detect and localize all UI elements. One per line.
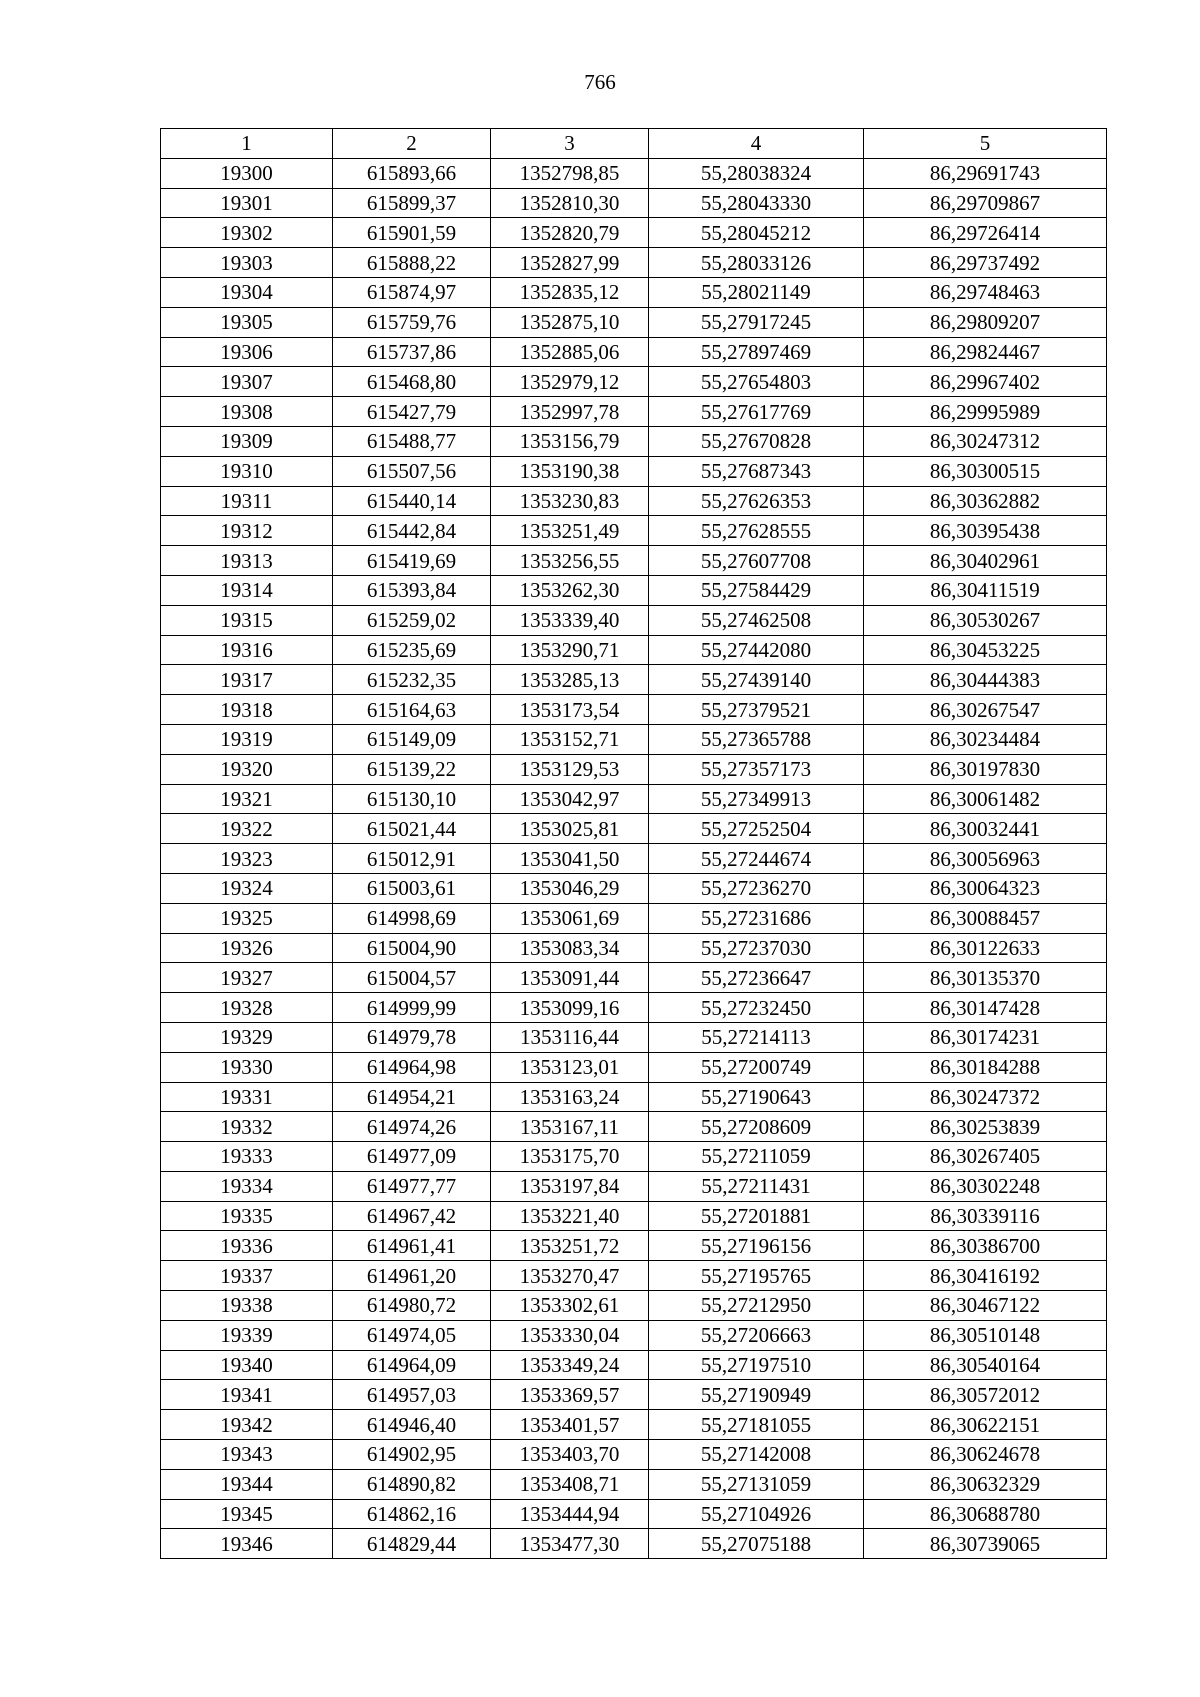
table-cell: 1353046,29 <box>491 873 649 903</box>
table-cell: 614980,72 <box>333 1291 491 1321</box>
table-cell: 86,30411519 <box>864 575 1107 605</box>
table-row <box>161 248 1107 278</box>
table-cell: 86,29809207 <box>864 307 1107 337</box>
table-row <box>161 367 1107 397</box>
table-cell: 86,30444383 <box>864 665 1107 695</box>
table-cell: 1353083,34 <box>491 933 649 963</box>
table-cell: 86,30386700 <box>864 1231 1107 1261</box>
table-cell: 615899,37 <box>333 188 491 218</box>
table-cell: 1353302,61 <box>491 1291 649 1321</box>
table-cell: 615901,59 <box>333 218 491 248</box>
table-cell: 55,27196156 <box>649 1231 864 1261</box>
table-row <box>161 1142 1107 1172</box>
table-cell: 614902,95 <box>333 1440 491 1470</box>
table-cell: 86,30402961 <box>864 546 1107 576</box>
table-cell: 86,29995989 <box>864 397 1107 427</box>
table-cell: 1353339,40 <box>491 605 649 635</box>
table-cell: 614979,78 <box>333 1022 491 1052</box>
table-cell: 19326 <box>161 933 333 963</box>
table-cell: 19303 <box>161 248 333 278</box>
table-cell: 1353251,49 <box>491 516 649 546</box>
table-cell: 55,27607708 <box>649 546 864 576</box>
table-cell: 1353230,83 <box>491 486 649 516</box>
table-cell: 19304 <box>161 277 333 307</box>
table-cell: 19317 <box>161 665 333 695</box>
table-cell: 1353123,01 <box>491 1052 649 1082</box>
table-cell: 1353091,44 <box>491 963 649 993</box>
table-cell: 55,27201881 <box>649 1201 864 1231</box>
table-row <box>161 993 1107 1023</box>
table-cell: 86,30395438 <box>864 516 1107 546</box>
table-cell: 55,27232450 <box>649 993 864 1023</box>
table-cell: 55,27236270 <box>649 873 864 903</box>
table-cell: 1353163,24 <box>491 1082 649 1112</box>
table-cell: 1352798,85 <box>491 158 649 188</box>
table-cell: 615004,90 <box>333 933 491 963</box>
table-row <box>161 635 1107 665</box>
table-row <box>161 158 1107 188</box>
table-row <box>161 1529 1107 1559</box>
table-cell: 19335 <box>161 1201 333 1231</box>
table-cell: 86,30122633 <box>864 933 1107 963</box>
table-cell: 19336 <box>161 1231 333 1261</box>
table-cell: 19322 <box>161 814 333 844</box>
table-cell: 86,29824467 <box>864 337 1107 367</box>
table-cell: 19342 <box>161 1410 333 1440</box>
table-cell: 55,27237030 <box>649 933 864 963</box>
table-cell: 1353099,16 <box>491 993 649 1023</box>
table-cell: 86,30135370 <box>864 963 1107 993</box>
table-cell: 615393,84 <box>333 575 491 605</box>
table-cell: 55,27131059 <box>649 1469 864 1499</box>
table-cell: 615235,69 <box>333 635 491 665</box>
table-row <box>161 933 1107 963</box>
table-cell: 1353349,24 <box>491 1350 649 1380</box>
table-cell: 19300 <box>161 158 333 188</box>
table-cell: 1353262,30 <box>491 575 649 605</box>
table-row <box>161 1022 1107 1052</box>
table-cell: 615259,02 <box>333 605 491 635</box>
table-cell: 86,30467122 <box>864 1291 1107 1321</box>
table-cell: 615003,61 <box>333 873 491 903</box>
table-cell: 55,27357173 <box>649 754 864 784</box>
table-cell: 19331 <box>161 1082 333 1112</box>
table-cell: 615419,69 <box>333 546 491 576</box>
table-cell: 19345 <box>161 1499 333 1529</box>
table-row <box>161 1469 1107 1499</box>
table-cell: 86,30339116 <box>864 1201 1107 1231</box>
table-row <box>161 218 1107 248</box>
table-cell: 614974,05 <box>333 1320 491 1350</box>
table-cell: 86,30088457 <box>864 903 1107 933</box>
table-cell: 615507,56 <box>333 456 491 486</box>
table-cell: 86,30510148 <box>864 1320 1107 1350</box>
table-cell: 86,30267547 <box>864 695 1107 725</box>
table-row <box>161 1261 1107 1291</box>
table-cell: 615149,09 <box>333 724 491 754</box>
table-cell: 55,28043330 <box>649 188 864 218</box>
table-cell: 19316 <box>161 635 333 665</box>
table-cell: 86,30253839 <box>864 1112 1107 1142</box>
table-cell: 615139,22 <box>333 754 491 784</box>
column-header: 4 <box>649 129 864 159</box>
table-cell: 55,27142008 <box>649 1440 864 1470</box>
table-cell: 614961,41 <box>333 1231 491 1261</box>
table-cell: 55,27195765 <box>649 1261 864 1291</box>
table-cell: 615004,57 <box>333 963 491 993</box>
table-cell: 615468,80 <box>333 367 491 397</box>
table-row <box>161 1380 1107 1410</box>
table-cell: 19339 <box>161 1320 333 1350</box>
table-cell: 1352997,78 <box>491 397 649 427</box>
table-row <box>161 426 1107 456</box>
table-cell: 1352820,79 <box>491 218 649 248</box>
table-cell: 1353116,44 <box>491 1022 649 1052</box>
table-cell: 615130,10 <box>333 784 491 814</box>
table-cell: 1353129,53 <box>491 754 649 784</box>
table-cell: 19302 <box>161 218 333 248</box>
table-cell: 19323 <box>161 844 333 874</box>
table-header-row <box>161 129 1107 159</box>
table-cell: 615759,76 <box>333 307 491 337</box>
table-cell: 1353285,13 <box>491 665 649 695</box>
table-row <box>161 695 1107 725</box>
table-cell: 19311 <box>161 486 333 516</box>
table-cell: 86,29691743 <box>864 158 1107 188</box>
table-row <box>161 486 1107 516</box>
table-cell: 86,30572012 <box>864 1380 1107 1410</box>
table-cell: 55,27654803 <box>649 367 864 397</box>
table-row <box>161 1201 1107 1231</box>
table-cell: 86,30247372 <box>864 1082 1107 1112</box>
table-cell: 1353061,69 <box>491 903 649 933</box>
table-cell: 614964,09 <box>333 1350 491 1380</box>
table-cell: 615874,97 <box>333 277 491 307</box>
table-cell: 1353256,55 <box>491 546 649 576</box>
table-cell: 19315 <box>161 605 333 635</box>
table-cell: 55,27442080 <box>649 635 864 665</box>
table-cell: 615427,79 <box>333 397 491 427</box>
table-cell: 19324 <box>161 873 333 903</box>
table-cell: 1352979,12 <box>491 367 649 397</box>
table-cell: 86,30453225 <box>864 635 1107 665</box>
table-cell: 86,29967402 <box>864 367 1107 397</box>
column-header: 2 <box>333 129 491 159</box>
coordinates-table <box>160 128 1107 1559</box>
table-row <box>161 844 1107 874</box>
table-cell: 55,27211431 <box>649 1171 864 1201</box>
table-row <box>161 516 1107 546</box>
table-cell: 615737,86 <box>333 337 491 367</box>
table-cell: 1353270,47 <box>491 1261 649 1291</box>
table-cell: 615164,63 <box>333 695 491 725</box>
table-cell: 19340 <box>161 1350 333 1380</box>
table-row <box>161 1112 1107 1142</box>
table-cell: 614998,69 <box>333 903 491 933</box>
table-cell: 19327 <box>161 963 333 993</box>
table-cell: 55,27190643 <box>649 1082 864 1112</box>
table-cell: 86,29726414 <box>864 218 1107 248</box>
table-cell: 86,30064323 <box>864 873 1107 903</box>
table-cell: 55,27349913 <box>649 784 864 814</box>
table-row <box>161 754 1107 784</box>
table-cell: 19338 <box>161 1291 333 1321</box>
table-cell: 1353152,71 <box>491 724 649 754</box>
table-cell: 55,27252504 <box>649 814 864 844</box>
table-cell: 55,27206663 <box>649 1320 864 1350</box>
table-cell: 19321 <box>161 784 333 814</box>
table-row <box>161 1171 1107 1201</box>
table-cell: 1352875,10 <box>491 307 649 337</box>
table-cell: 19333 <box>161 1142 333 1172</box>
table-cell: 55,27628555 <box>649 516 864 546</box>
table-cell: 55,27617769 <box>649 397 864 427</box>
table-cell: 19309 <box>161 426 333 456</box>
table-cell: 19312 <box>161 516 333 546</box>
table-cell: 1352810,30 <box>491 188 649 218</box>
table-cell: 55,27626353 <box>649 486 864 516</box>
table-cell: 19301 <box>161 188 333 218</box>
table-cell: 86,30267405 <box>864 1142 1107 1172</box>
table-cell: 1352835,12 <box>491 277 649 307</box>
table-cell: 86,30416192 <box>864 1261 1107 1291</box>
table-cell: 86,30247312 <box>864 426 1107 456</box>
table-cell: 1353369,57 <box>491 1380 649 1410</box>
table-cell: 86,29709867 <box>864 188 1107 218</box>
table-cell: 614954,21 <box>333 1082 491 1112</box>
table-row <box>161 188 1107 218</box>
table-cell: 55,27075188 <box>649 1529 864 1559</box>
table-cell: 1353403,70 <box>491 1440 649 1470</box>
table-row <box>161 1052 1107 1082</box>
page-number: 766 <box>584 70 616 94</box>
column-header: 1 <box>161 129 333 159</box>
table-cell: 1353173,54 <box>491 695 649 725</box>
table-cell: 614946,40 <box>333 1410 491 1440</box>
table-cell: 615021,44 <box>333 814 491 844</box>
table-cell: 614967,42 <box>333 1201 491 1231</box>
table-row <box>161 814 1107 844</box>
table-row <box>161 665 1107 695</box>
table-cell: 1353330,04 <box>491 1320 649 1350</box>
table-cell: 19325 <box>161 903 333 933</box>
table-cell: 86,30032441 <box>864 814 1107 844</box>
table-cell: 1353175,70 <box>491 1142 649 1172</box>
table-row <box>161 575 1107 605</box>
table-cell: 86,30540164 <box>864 1350 1107 1380</box>
table-cell: 55,27181055 <box>649 1410 864 1440</box>
table-cell: 1353156,79 <box>491 426 649 456</box>
table-cell: 55,27365788 <box>649 724 864 754</box>
table-cell: 614977,09 <box>333 1142 491 1172</box>
table-cell: 614964,98 <box>333 1052 491 1082</box>
table-cell: 19310 <box>161 456 333 486</box>
table-cell: 55,27584429 <box>649 575 864 605</box>
column-header: 5 <box>864 129 1107 159</box>
table-row <box>161 784 1107 814</box>
table-row <box>161 1291 1107 1321</box>
table-cell: 55,27214113 <box>649 1022 864 1052</box>
table-cell: 86,30739065 <box>864 1529 1107 1559</box>
table-cell: 86,30184288 <box>864 1052 1107 1082</box>
table-cell: 615888,22 <box>333 248 491 278</box>
table-row <box>161 873 1107 903</box>
table-cell: 19328 <box>161 993 333 1023</box>
table-cell: 19313 <box>161 546 333 576</box>
table-row <box>161 1410 1107 1440</box>
table-cell: 55,27212950 <box>649 1291 864 1321</box>
table-cell: 1353025,81 <box>491 814 649 844</box>
table-row <box>161 1440 1107 1470</box>
table-cell: 614974,26 <box>333 1112 491 1142</box>
table-cell: 86,30688780 <box>864 1499 1107 1529</box>
table-cell: 615442,84 <box>333 516 491 546</box>
table-cell: 1353251,72 <box>491 1231 649 1261</box>
table-cell: 614961,20 <box>333 1261 491 1291</box>
table-cell: 1352827,99 <box>491 248 649 278</box>
table-cell: 1353190,38 <box>491 456 649 486</box>
table-row <box>161 456 1107 486</box>
table-cell: 55,27897469 <box>649 337 864 367</box>
table-cell: 55,27462508 <box>649 605 864 635</box>
table-cell: 1353197,84 <box>491 1171 649 1201</box>
table-cell: 55,27670828 <box>649 426 864 456</box>
table-cell: 1353221,40 <box>491 1201 649 1231</box>
table-cell: 19319 <box>161 724 333 754</box>
table-cell: 1353401,57 <box>491 1410 649 1440</box>
table-cell: 55,27211059 <box>649 1142 864 1172</box>
table-row <box>161 307 1107 337</box>
table-cell: 55,27244674 <box>649 844 864 874</box>
table-cell: 1353408,71 <box>491 1469 649 1499</box>
table-cell: 86,30632329 <box>864 1469 1107 1499</box>
table-cell: 614977,77 <box>333 1171 491 1201</box>
table-cell: 55,27231686 <box>649 903 864 933</box>
table-cell: 86,30362882 <box>864 486 1107 516</box>
table-cell: 55,28038324 <box>649 158 864 188</box>
table-cell: 1353042,97 <box>491 784 649 814</box>
table-cell: 614999,99 <box>333 993 491 1023</box>
table-cell: 19305 <box>161 307 333 337</box>
table-cell: 19337 <box>161 1261 333 1291</box>
table-row <box>161 963 1107 993</box>
table-cell: 1353041,50 <box>491 844 649 874</box>
table-cell: 86,30056963 <box>864 844 1107 874</box>
table-cell: 19314 <box>161 575 333 605</box>
table-cell: 19318 <box>161 695 333 725</box>
table-cell: 55,27439140 <box>649 665 864 695</box>
table-cell: 86,29748463 <box>864 277 1107 307</box>
table-cell: 19332 <box>161 1112 333 1142</box>
table-cell: 1353444,94 <box>491 1499 649 1529</box>
table-cell: 614862,16 <box>333 1499 491 1529</box>
table-cell: 55,27208609 <box>649 1112 864 1142</box>
table-cell: 86,30624678 <box>864 1440 1107 1470</box>
table-cell: 19334 <box>161 1171 333 1201</box>
table-cell: 615488,77 <box>333 426 491 456</box>
table-cell: 1353477,30 <box>491 1529 649 1559</box>
table-cell: 86,30300515 <box>864 456 1107 486</box>
table-row <box>161 1499 1107 1529</box>
table-cell: 19330 <box>161 1052 333 1082</box>
table-cell: 1353290,71 <box>491 635 649 665</box>
table-cell: 19320 <box>161 754 333 784</box>
table-row <box>161 337 1107 367</box>
table-row <box>161 1320 1107 1350</box>
table-cell: 55,27104926 <box>649 1499 864 1529</box>
table-cell: 86,30174231 <box>864 1022 1107 1052</box>
table-cell: 86,30061482 <box>864 784 1107 814</box>
table-cell: 55,27197510 <box>649 1350 864 1380</box>
table-row <box>161 397 1107 427</box>
table-cell: 86,30302248 <box>864 1171 1107 1201</box>
table-cell: 615012,91 <box>333 844 491 874</box>
table-cell: 19306 <box>161 337 333 367</box>
table-cell: 55,28045212 <box>649 218 864 248</box>
table-cell: 86,29737492 <box>864 248 1107 278</box>
table-cell: 19344 <box>161 1469 333 1499</box>
table-cell: 19308 <box>161 397 333 427</box>
table-row <box>161 1082 1107 1112</box>
table-cell: 1353167,11 <box>491 1112 649 1142</box>
table-row <box>161 724 1107 754</box>
column-header: 3 <box>491 129 649 159</box>
table-cell: 19307 <box>161 367 333 397</box>
table-row <box>161 1350 1107 1380</box>
table-cell: 55,27379521 <box>649 695 864 725</box>
table-row <box>161 903 1107 933</box>
table-cell: 19341 <box>161 1380 333 1410</box>
table-cell: 19346 <box>161 1529 333 1559</box>
table-row <box>161 1231 1107 1261</box>
table-body <box>161 158 1107 1558</box>
table-cell: 55,28021149 <box>649 277 864 307</box>
table-cell: 55,27687343 <box>649 456 864 486</box>
table-cell: 86,30622151 <box>864 1410 1107 1440</box>
table-cell: 86,30530267 <box>864 605 1107 635</box>
table-cell: 614829,44 <box>333 1529 491 1559</box>
table-row <box>161 277 1107 307</box>
table-cell: 615440,14 <box>333 486 491 516</box>
table-cell: 19343 <box>161 1440 333 1470</box>
table-cell: 614890,82 <box>333 1469 491 1499</box>
table-cell: 55,28033126 <box>649 248 864 278</box>
table-cell: 19329 <box>161 1022 333 1052</box>
table-row <box>161 605 1107 635</box>
table-cell: 55,27917245 <box>649 307 864 337</box>
table-cell: 1352885,06 <box>491 337 649 367</box>
table-cell: 615893,66 <box>333 158 491 188</box>
table-cell: 86,30197830 <box>864 754 1107 784</box>
table-cell: 614957,03 <box>333 1380 491 1410</box>
table-cell: 86,30234484 <box>864 724 1107 754</box>
table-cell: 86,30147428 <box>864 993 1107 1023</box>
table-row <box>161 546 1107 576</box>
table-cell: 55,27190949 <box>649 1380 864 1410</box>
table-cell: 55,27236647 <box>649 963 864 993</box>
table-cell: 55,27200749 <box>649 1052 864 1082</box>
table-cell: 615232,35 <box>333 665 491 695</box>
